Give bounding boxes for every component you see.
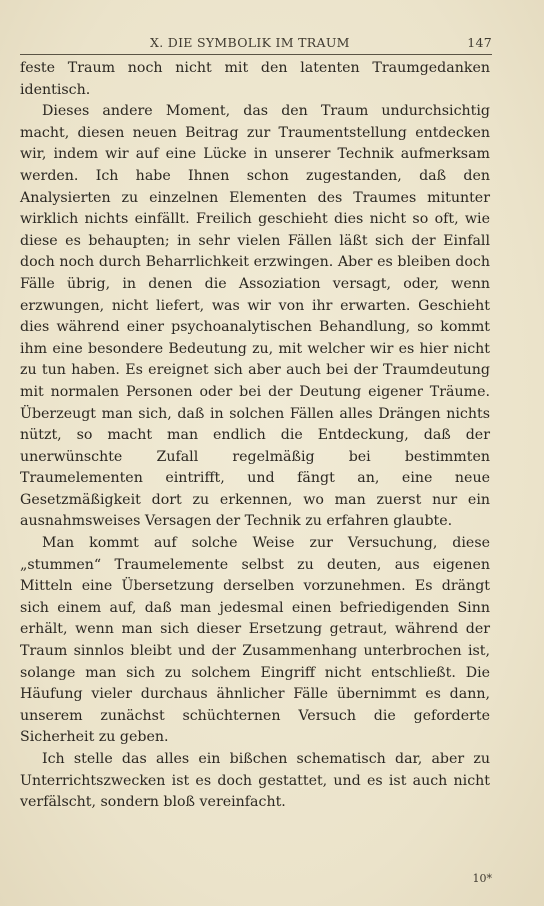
paragraph: Ich stelle das alles ein bißchen schematisch dar, aber zu Unterrichtszwecken ist es doch gestattet, und es ist auch nicht verfälscht, sondern bloß vereinfacht.: [20, 751, 490, 811]
body-text: [20, 58, 490, 814]
paragraph: Man kommt auf solche Weise zur Versuchung, diese „stummen“ Traumelemente selbst zu deuten, aus eigenen Mitteln eine Übersetzung derselben vorzunehmen. Es drängt sich einem auf, daß man jedesmal einen befriedigenden Sinn erhält, wenn man sich dieser Ersetzung getraut, während der Traum sinnlos bleibt und der Zusammenhang unterbrochen ist, solange man sich zu solchem Eingriff nicht entschließt. Die Häufung vieler durchaus ähnlicher Fälle übernimmt es dann, unserem zunächst schüchternen Versuch die geforderte Sicherheit zu geben.: [20, 535, 490, 746]
page-number: 147: [467, 35, 492, 50]
running-head: [20, 32, 492, 52]
paragraph-continuation: feste Traum noch nicht mit den latenten Traumgedanken identisch.: [20, 60, 490, 98]
printer-signature: 10*: [472, 872, 492, 885]
running-title: X. DIE SYMBOLIK IM TRAUM: [150, 35, 350, 50]
header-rule: [20, 54, 492, 55]
paragraph: Dieses andere Moment, das den Traum undurchsichtig macht, diesen neuen Beitrag zur Traumentstellung entdecken wir, indem wir auf eine Lücke in unserer Technik aufmerksam werden. Ich habe Ihnen schon zugestanden, daß den Analysierten zu einzelnen Elementen des Traumes mitunter wirklich nichts einfällt. Freilich geschieht dies nicht so oft, wie diese es behaupten; in sehr vielen Fällen läßt sich der Einfall doch noch durch Beharrlichkeit erzwingen. Aber es bleiben doch Fälle übrig, in denen die Assoziation versagt, oder, wenn erzwungen, nicht liefert, was wir von ihr erwarten. Geschieht dies während einer psychoanalytischen Behandlung, so kommt ihm eine besondere Bedeutung zu, mit welcher wir es hier nicht zu tun haben. Es ereignet sich aber auch bei der Traumdeutung mit normalen Personen oder bei der Deutung eigener Träume. Überzeugt man sich, daß in solchen Fällen alles Drängen nichts nützt, so macht man endlich die Entdeckung, daß der unerwünschte Zufall regelmäßig bei bestimmten Traumelementen eintrifft, und fängt an, eine neue Gesetzmäßigkeit dort zu erkennen, wo man zuerst nur ein ausnahmsweises Versagen der Technik zu erfahren glaubte.: [20, 103, 490, 530]
